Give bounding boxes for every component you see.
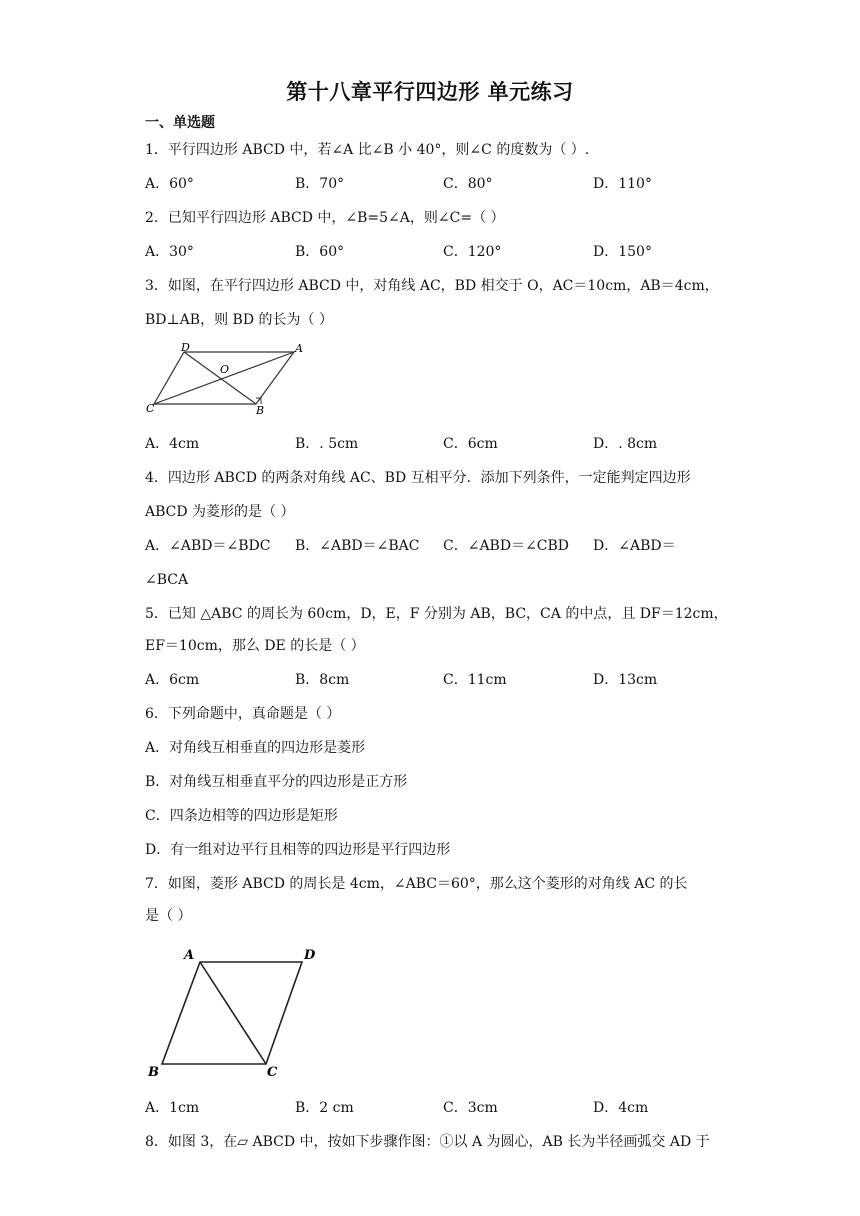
question-3-text-line-2: BD⊥AB，则 BD 的长为（ ） [145,312,333,328]
option-b: B．60° [295,244,345,260]
parallelogram-figure-q3 [144,340,314,420]
option-b: B．70° [295,176,345,192]
option-c: C．11cm [443,672,507,688]
label-a: A [184,948,195,963]
question-2-text: 2．已知平行四边形 ABCD 中，∠B=5∠A，则∠C=（ ） [145,210,505,226]
question-4-text-line-2: ABCD 为菱形的是（ ） [145,504,295,520]
label-c: C [146,402,155,415]
question-7-text-line-1: 7．如图，菱形 ABCD 的周长是 4cm，∠ABC＝60°，那么这个菱形的对角线 AC 的长 [145,876,688,892]
option-a: A．1cm [145,1100,200,1116]
label-d: D [181,341,190,354]
option-c: C．∠ABD＝∠CBD [443,538,570,554]
question-6-text: 6．下列命题中，真命题是（ ） [145,706,341,722]
question-3-text-line-1: 3．如图，在平行四边形 ABCD 中，对角线 AC，BD 相交于 O，AC＝10cm，AB＝4cm， [145,278,719,294]
option-d: D．110° [593,176,652,192]
label-o: O [220,363,230,376]
question-1-text: 1．平行四边形 ABCD 中，若∠A 比∠B 小 40°，则∠C 的度数为（ ）. [145,142,590,158]
option-a: A．∠ABD＝∠BDC [145,538,271,554]
option-a: A．6cm [145,672,200,688]
option-b: B．. 5cm [295,436,359,452]
option-d: D．150° [593,244,652,260]
question-6-option-b: B．对角线互相垂直平分的四边形是正方形 [145,774,408,790]
label-c: C [267,1065,278,1080]
question-4-option-d-continuation: ∠BCA [145,572,189,588]
page-title: 第十八章平行四边形 单元练习 [286,80,574,104]
option-b: B．∠ABD＝∠BAC [295,538,420,554]
question-8-text: 8．如图 3，在▱ ABCD 中，按如下步骤作图：①以 A 为圆心，AB 长为半径画弧交 AD 于 [145,1134,710,1150]
option-d: D．13cm [593,672,658,688]
question-5-text-line-2: EF＝10cm，那么 DE 的长是（ ） [145,638,365,654]
option-c: C．120° [443,244,502,260]
option-d: D．∠ABD＝ [593,538,676,554]
option-d: D．4cm [593,1100,649,1116]
label-d: D [304,948,316,963]
option-a: A．30° [145,244,194,260]
question-6-option-c: C．四条边相等的四边形是矩形 [145,808,338,824]
label-b: B [148,1065,159,1080]
rhombus-figure-q7 [144,940,324,1080]
question-5-text-line-1: 5．已知 △ABC 的周长为 60cm，D，E，F 分别为 AB，BC，CA 的中点，且 DF＝12cm， [145,606,728,622]
option-c: C．3cm [443,1100,498,1116]
option-b: B．8cm [295,672,350,688]
question-6-option-d: D．有一组对边平行且相等的四边形是平行四边形 [145,842,451,858]
question-6-option-a: A．对角线互相垂直的四边形是菱形 [145,740,366,756]
option-c: C．80° [443,176,493,192]
option-a: A．60° [145,176,194,192]
label-b: B [256,404,265,417]
question-4-text-line-1: 4．四边形 ABCD 的两条对角线 AC、BD 互相平分．添加下列条件，一定能判定四边形 [145,470,691,486]
option-a: A．4cm [145,436,200,452]
option-d: D．. 8cm [593,436,658,452]
section-heading: 一、单选题 [145,115,215,131]
question-7-text-line-2: 是（ ） [145,908,192,924]
option-b: B．2 cm [295,1100,354,1116]
label-a: A [295,342,303,355]
option-c: C．6cm [443,436,498,452]
